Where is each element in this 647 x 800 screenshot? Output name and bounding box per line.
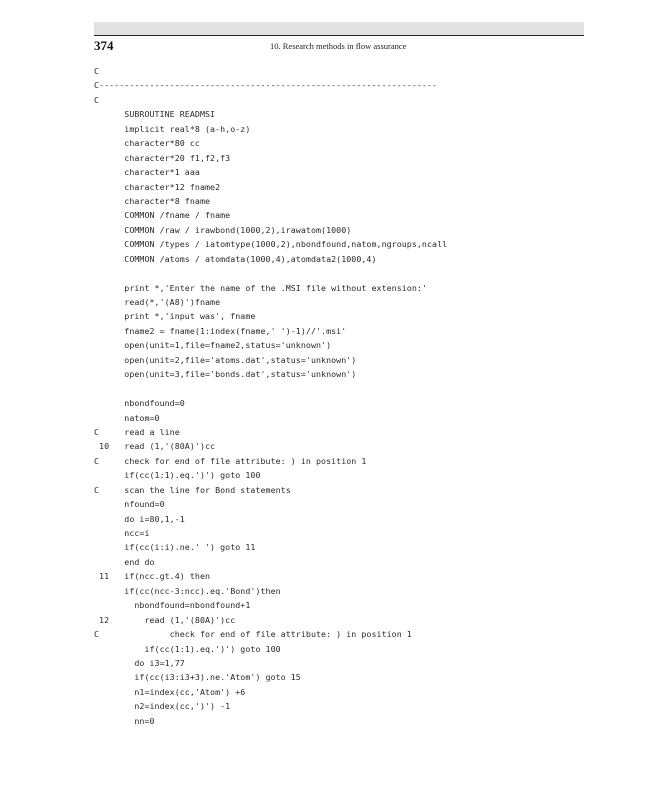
code-line: SUBROUTINE READMSI [94,109,216,120]
code-line: character*20 f1,f2,f3 [94,152,231,163]
code-line: do i=80,1,-1 [94,513,185,524]
code-line: character*8 fname [94,195,211,206]
page-number: 374 [94,38,114,53]
code-line: do i3=1,77 [94,657,185,668]
code-line: natom=0 [94,412,160,423]
code-line: 10 read (1,'(80A)')cc [94,441,216,452]
code-line: n2=index(cc,')') -1 [94,701,231,712]
code-line: COMMON /fname / fname [94,210,231,221]
code-line: print *,'input was', fname [94,311,256,322]
code-line: character*1 aaa [94,167,200,178]
code-line: open(unit=2,file='atoms.dat',status='unknown') [94,354,357,365]
code-line: C read a line [94,426,180,437]
code-line: implicit real*8 (a-h,o-z) [94,123,251,134]
code-line: n1=index(cc,'Atom') +6 [94,686,246,697]
code-line: open(unit=1,file=fname2,status='unknown') [94,340,332,351]
code-line: C check for end of file attribute: ) in position 1 [94,455,367,466]
code-listing [94,64,584,728]
code-line: read(*,'(A8)')fname [94,297,221,307]
code-line: C check for end of file attribute: ) in position 1 [94,629,412,640]
code-line: if(cc(i:i).ne.' ') goto 11 [94,542,256,553]
code-line: C [94,66,100,76]
code-line: open(unit=3,file='bonds.dat',status='unknown') [94,369,357,380]
code-line: character*12 fname2 [94,181,221,192]
code-line: COMMON /atoms / atomdata(1000,4),atomdata2(1000,4) [94,253,377,264]
code-line: C scan the line for Bond statements [94,484,291,495]
code-line: if(cc(i3:i3+3).ne.'Atom') goto 15 [94,672,301,683]
code-line: nn=0 [94,715,155,726]
code-line: COMMON /raw / irawbond(1000,2),irawatom(1000) [94,224,352,235]
code-line: 12 read (1,'(80A)')cc [94,614,236,625]
code-line: C [94,94,100,105]
code-line: ncc=i [94,528,150,538]
code-line: character*80 cc [94,138,200,149]
code-line: fname2 = fname(1:index(fname,' ')-1)//'.msi' [94,325,347,336]
code-line: print *,'Enter the name of the .MSI file without extension:' [94,282,427,293]
code-line: nbondfound=0 [94,398,185,409]
code-line: COMMON /types / iatomtype(1000,2),nbondfound,natom,ngroups,ncall [94,239,448,250]
header-bar [94,22,584,36]
code-line [94,382,584,396]
code-line: nfound=0 [94,499,165,510]
code-line: C------------------------------------------------------------------- [94,80,438,91]
code-line: nbondfound=nbondfound+1 [94,600,251,611]
code-line: if(cc(1:1).eq.')') goto 100 [94,643,281,654]
code-line: end do [94,556,155,567]
code-line: if(cc(ncc-3:ncc).eq.'Bond')then [94,585,281,596]
code-line: if(cc(1:1).eq.')') goto 100 [94,470,261,481]
running-head: 10. Research methods in flow assurance [270,41,407,51]
header-rule [94,35,584,36]
code-line: 11 if(ncc.gt.4) then [94,571,211,582]
code-line [94,266,584,280]
